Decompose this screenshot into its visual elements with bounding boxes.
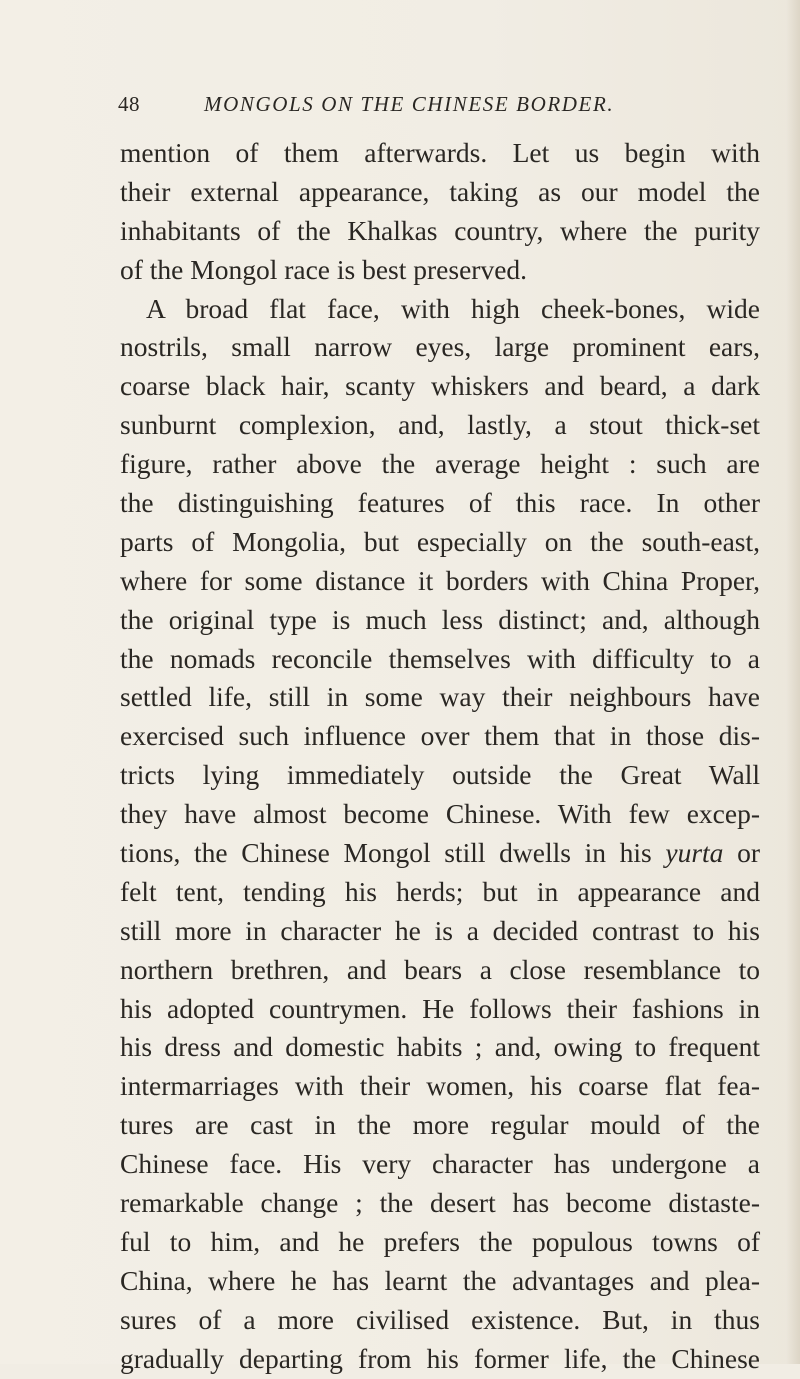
text-line: of the Mongol race is best preserved. (120, 253, 528, 285)
italic-term: yurta (665, 837, 724, 869)
text-segment: tions, the Chinese Mongol still dwells in his (120, 837, 666, 869)
text-line: the nomads reconcile themselves with difficulty to a (120, 642, 760, 674)
page-number: 48 (118, 92, 140, 116)
page-edge-shadow (786, 0, 800, 1364)
text-line: the original type is much less distinct; and, although (120, 603, 760, 635)
text-line: remarkable change ; the desert has become distaste- (120, 1187, 760, 1219)
text-line: still more in character he is a decided contrast to his (120, 914, 760, 946)
text-line: the distinguishing features of this race. In other (120, 487, 760, 519)
text-line: A broad flat face, with high cheek-bones, wide (146, 292, 760, 324)
text-line: nostrils, small narrow eyes, large prominent ears, (120, 331, 760, 363)
text-line: where for some distance it borders with China Proper, (120, 564, 760, 596)
text-line: intermarriages with their women, his coarse flat fea- (120, 1070, 760, 1102)
text-line: exercised such influence over them that in those dis- (120, 720, 760, 752)
text-line: their external appearance, taking as our model the (120, 175, 760, 207)
text-line: northern brethren, and bears a close resemblance to (120, 953, 760, 985)
text-segment: or (723, 837, 760, 869)
text-line: mention of them afterwards. Let us begin with (120, 137, 760, 168)
text-line: Chinese face. His very character has undergone a (120, 1148, 760, 1180)
text-line: sures of a more civilised existence. But, in thus (120, 1303, 760, 1335)
body-text (120, 134, 760, 1379)
text-line: tricts lying immediately outside the Great Wall (120, 759, 760, 791)
text-line: figure, rather above the average height : such are (120, 448, 760, 480)
text-line: sunburnt complexion, and, lastly, a stout thick-set (120, 409, 760, 441)
text-line: gradually departing from his former life, the Chinese (120, 1342, 760, 1374)
text-line: coarse black hair, scanty whiskers and beard, a dark (120, 370, 760, 402)
text-line: they have almost become Chinese. With few excep- (120, 798, 760, 830)
text-line: China, where he has learnt the advantages and plea- (120, 1264, 760, 1296)
running-header (118, 92, 758, 122)
text-line: settled life, still in some way their neighbours have (120, 681, 760, 713)
text-line: parts of Mongolia, but especially on the south-east, (120, 525, 760, 557)
text-line: his dress and domestic habits ; and, owing to frequent (120, 1031, 760, 1063)
text-line: ful to him, and he prefers the populous towns of (120, 1225, 760, 1257)
text-line-with-italic (120, 834, 760, 873)
text-line: his adopted countrymen. He follows their fashions in (120, 992, 760, 1024)
text-line: felt tent, tending his herds; but in appearance and (120, 875, 760, 907)
text-line: inhabitants of the Khalkas country, where the purity (120, 214, 760, 246)
text-line: tures are cast in the more regular mould of the (120, 1109, 760, 1141)
running-title: MONGOLS ON THE CHINESE BORDER. (204, 92, 615, 116)
